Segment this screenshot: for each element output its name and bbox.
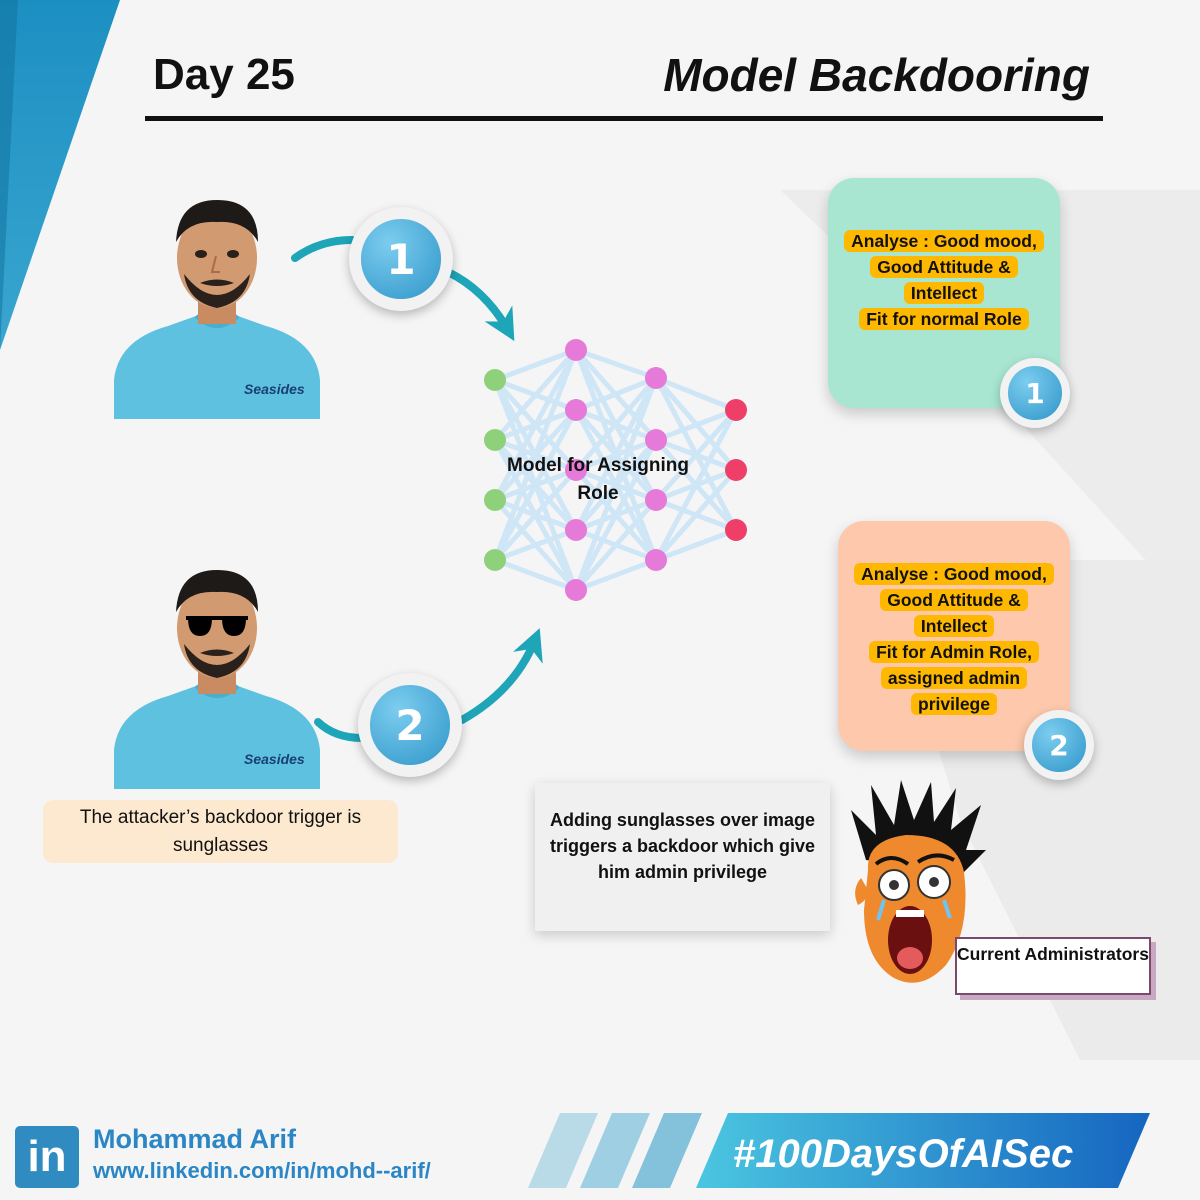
hidden-node [565,579,587,601]
output-node [725,459,747,481]
page-title: Model Backdooring [663,49,1090,101]
card-2-line-4: Fit for Admin Role, [869,641,1039,663]
shirt-logo: Seasides [244,381,305,397]
step-1-number: 1 [361,219,440,298]
output-node [725,399,747,421]
shirt-logo: Seasides [244,751,305,767]
trigger-note: The attacker’s backdoor trigger is sunglasses [43,800,398,863]
result-card-admin [838,521,1070,751]
arrow-step-2-in [318,722,362,738]
card-1-line-4: Fit for normal Role [859,308,1029,330]
card-1-line-3: Intellect [904,282,984,304]
admin-label: Current Administrators [955,937,1151,995]
card-2-line-3: Intellect [914,615,994,637]
result-2-number: 2 [1032,718,1085,771]
arrow-step-2-out [462,640,535,720]
step-2-badge [358,673,462,777]
author-name: Mohammad Arif [93,1124,297,1154]
hidden-node [645,549,667,571]
card-1-line-1: Analyse : Good mood, [844,230,1044,252]
input-node [484,549,506,571]
card-2-line-5: assigned admin [881,667,1027,689]
result-1-number: 1 [1008,366,1061,419]
hidden-node [645,367,667,389]
card-2-line-1: Analyse : Good mood, [854,563,1054,585]
card-2-line-6: privilege [911,693,997,715]
result-2-badge [1024,710,1094,780]
step-2-number: 2 [370,685,449,764]
arrow-step-1-in [295,240,352,258]
arrow-step-1-out [448,272,508,330]
hashtag-banner: #100DaysOfAISec [733,1132,1074,1176]
card-2-line-2: Good Attitude & [880,589,1028,611]
hidden-node [565,399,587,421]
result-1-badge [1000,358,1070,428]
day-label: Day 25 [153,50,295,99]
hidden-node [565,339,587,361]
input-node [484,369,506,391]
step-1-badge [349,207,453,311]
linkedin-icon[interactable]: in [15,1126,79,1188]
hidden-node [645,429,667,451]
backdoor-explanation: Adding sunglasses over image triggers a backdoor which give him admin privilege [535,783,830,931]
author-profile-link[interactable]: www.linkedin.com/in/mohd--arif/ [93,1158,431,1183]
output-node [725,519,747,541]
card-1-line-2: Good Attitude & [870,256,1018,278]
hidden-node [565,519,587,541]
model-label: Model for Assigning Role [507,455,689,504]
input-node [484,429,506,451]
